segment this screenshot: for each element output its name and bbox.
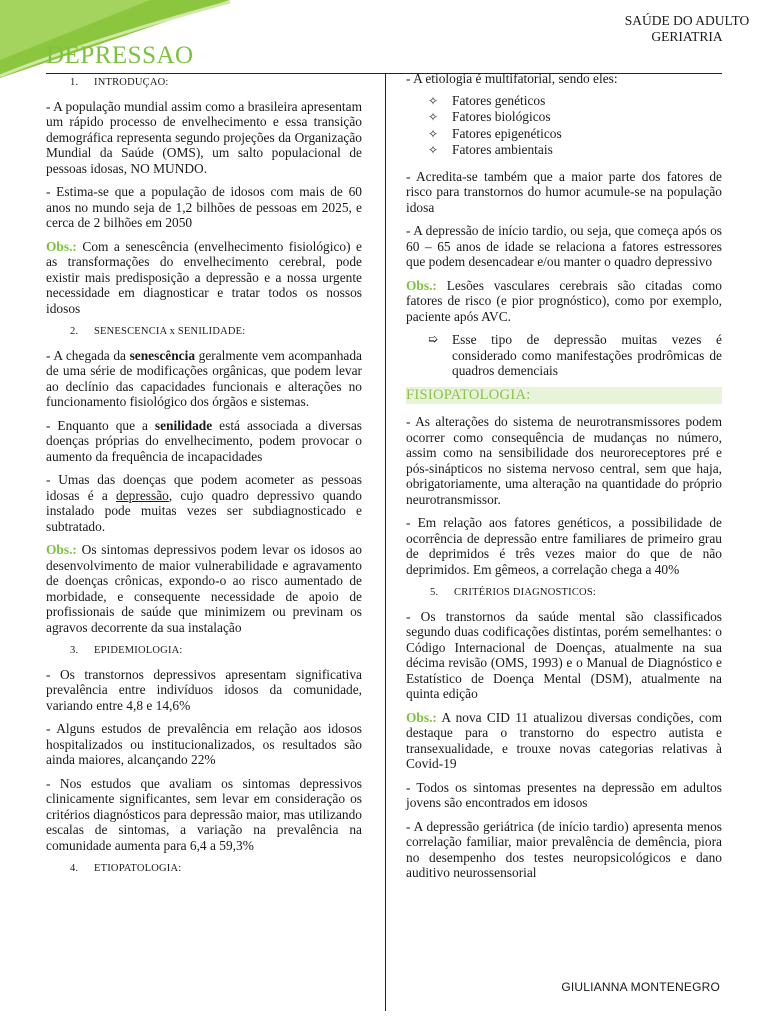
right-column bbox=[406, 71, 722, 889]
paragraph: - A etiologia é multifatorial, sendo eles: bbox=[406, 71, 618, 86]
page-title: DEPRESSAO bbox=[46, 42, 194, 69]
factor-list bbox=[428, 93, 722, 159]
list-item: ✧ Fatores ambientais bbox=[428, 142, 553, 157]
paragraph: - A depressão de início tardio, ou seja, que começa após os 60 – 65 anos de idade se relaciona a fatores estressores que podem desencadear e/ou manter o quadro depressivo bbox=[406, 223, 722, 269]
paragraph: - A chegada da senescência geralmente vem acompanhada de uma série de modificações orgânicas, que podem levar ao declínio das capacidades funcionais e alterações no funcionamento fisiológico dos órgãos e sistemas. bbox=[46, 347, 362, 409]
arrow-note: ➯ Esse tipo de depressão muitas vezes é considerado como manifestações prodrômicas de quadros demenciais bbox=[428, 332, 722, 378]
obs-label: Obs.: bbox=[406, 709, 437, 725]
paragraph: - Todos os sintomas presentes na depressão em adultos jovens são encontrados em idosos bbox=[406, 779, 722, 810]
arrow-bullet-icon: ➯ bbox=[428, 332, 439, 346]
section-heading-fisiopatologia: FISIOPATOLOGIA: bbox=[406, 387, 722, 405]
paragraph: - Nos estudos que avaliam os sintomas depressivos clinicamente significantes, sem levar em consideração os critérios diagnósticos para depressão maior, mas utilizando escalas de sintomas, a variação na prevalência na comunidade aumenta para 6,4 a 59,3% bbox=[46, 775, 362, 853]
author-footer: GIULIANNA MONTENEGRO bbox=[561, 980, 720, 994]
paragraph: - Em relação aos fatores genéticos, a possibilidade de ocorrência de depressão entre familiares de primeiro grau de deprimidos é três vezes maior do que de não deprimidos. Em gêmeos, a correlação chega a 40% bbox=[406, 515, 722, 577]
section-heading-epidemiologia: 3. EPIDEMIOLOGIA: bbox=[70, 645, 183, 656]
paragraph: - As alterações do sistema de neurotransmissores podem ocorrer como consequência de mudanças no número, assim como na sensibilidade dos neuroreceptores pré e pós-sinápticos no sistema nervoso central, sem que haja, obrigatoriamente, uma alteração na quantidade do próprio neurotransmissor. bbox=[406, 414, 722, 507]
sparkle-bullet-icon: ✧ bbox=[428, 143, 439, 157]
section-heading-senescencia: 2. SENESCENCIA x SENILIDADE: bbox=[70, 326, 246, 337]
obs-paragraph: Obs.: A nova CID 11 atualizou diversas condições, com destaque para o transtorno do espectro autista e transexualidade, e trouxe novas categorias relativas à Covid-19 bbox=[406, 709, 722, 771]
obs-paragraph: Obs.: Com a senescência (envelhecimento fisiológico) e as transformações do envelhecimento cerebral, pode existir mais predisposição a depressão e a nossa urgente necessidade em diagnosticar e tratar todos os nossos idosos bbox=[46, 238, 362, 316]
paragraph: - Umas das doenças que podem acometer as pessoas idosas é a depressão, cujo quadro depressivo quando instalado pode muitas vezes ser subdiagnosticado e subtratado. bbox=[46, 472, 362, 534]
list-item: ✧ Fatores genéticos bbox=[428, 92, 546, 108]
obs-paragraph: Obs.: Os sintomas depressivos podem levar os idosos ao desenvolvimento de maior vulnerabilidade e agravamento de doenças crônicas, expondo-o ao risco aumentado de morbidade, e consequente necessidade de apoio de profissionais de saúde que minimizem ou previnam os agravos decorrente da sua instalação bbox=[46, 542, 362, 635]
section-heading-criterios: 5. CRITÉRIOS DIAGNOSTICOS: bbox=[430, 587, 596, 598]
obs-label: Obs.: bbox=[406, 277, 437, 293]
paragraph: - Estima-se que a população de idosos com mais de 60 anos no mundo seja de 1,2 bilhões de pessoas em 2025, e cerca de 2 bilhões em 2050 bbox=[46, 184, 362, 230]
paragraph: - A depressão geriátrica (de início tardio) apresenta menos correlação familiar, maior prevalência de demência, piora no desempenho dos testes neuropsicológicos e dano auditivo neurossensorial bbox=[406, 818, 722, 880]
paragraph: - Os transtornos da saúde mental são classificados segundo duas codificações distintas, porém semelhantes: o Código Internacional de Doenças, atualmente na sua décima revisão (OMS, 1993) e o Manual de Diagnóstico e Estatístico de Doença Mental (DSM), atualmente na quinta edição bbox=[406, 608, 722, 701]
header-line-1: SAÚDE DO ADULTO bbox=[624, 13, 750, 28]
sparkle-bullet-icon: ✧ bbox=[428, 110, 439, 124]
section-heading-etiopatologia: 4. ETIOPATOLOGIA: bbox=[70, 863, 182, 874]
left-column bbox=[46, 71, 362, 885]
obs-label: Obs.: bbox=[46, 238, 77, 254]
sparkle-bullet-icon: ✧ bbox=[428, 93, 439, 108]
paragraph: - A população mundial assim como a brasileira apresentam um rápido processo de envelhecimento e essa transição demográfica representa segundo projeções da Organização Mundial da Saúde (OMS), um salto populacional de pessoas idosas, NO MUNDO. bbox=[46, 98, 362, 176]
column-divider bbox=[385, 73, 386, 1011]
paragraph: - Os transtornos depressivos apresentam significativa prevalência entre indivíduos idosos da comunidade, variando entre 4,8 e 14,6% bbox=[46, 666, 362, 713]
sparkle-bullet-icon: ✧ bbox=[428, 126, 439, 141]
list-item: ✧ Fatores biológicos bbox=[428, 109, 551, 124]
obs-paragraph: Obs.: Lesões vasculares cerebrais são citadas como fatores de risco (e pior prognóstico), como por exemplo, paciente após AVC. bbox=[406, 277, 722, 324]
paragraph: - Enquanto que a senilidade está associada a diversas doenças próprias do envelhecimento, podem provocar o aumento da frequência de incapacidades bbox=[46, 417, 362, 464]
paragraph: - Acredita-se também que a maior parte dos fatores de risco para transtornos do humor acumule-se na população idosa bbox=[406, 168, 722, 215]
paragraph: - Alguns estudos de prevalência em relação aos idosos hospitalizados ou institucionalizados, os resultados são ainda maiores, alcançando 22% bbox=[46, 721, 362, 767]
obs-label: Obs.: bbox=[46, 542, 77, 557]
header-subject bbox=[612, 13, 762, 45]
header-line-2: GERIATRIA bbox=[651, 29, 723, 44]
list-item: ✧ Fatores epigenéticos bbox=[428, 125, 562, 141]
section-heading-introducao: 1. INTRODUÇAO: bbox=[70, 77, 169, 88]
